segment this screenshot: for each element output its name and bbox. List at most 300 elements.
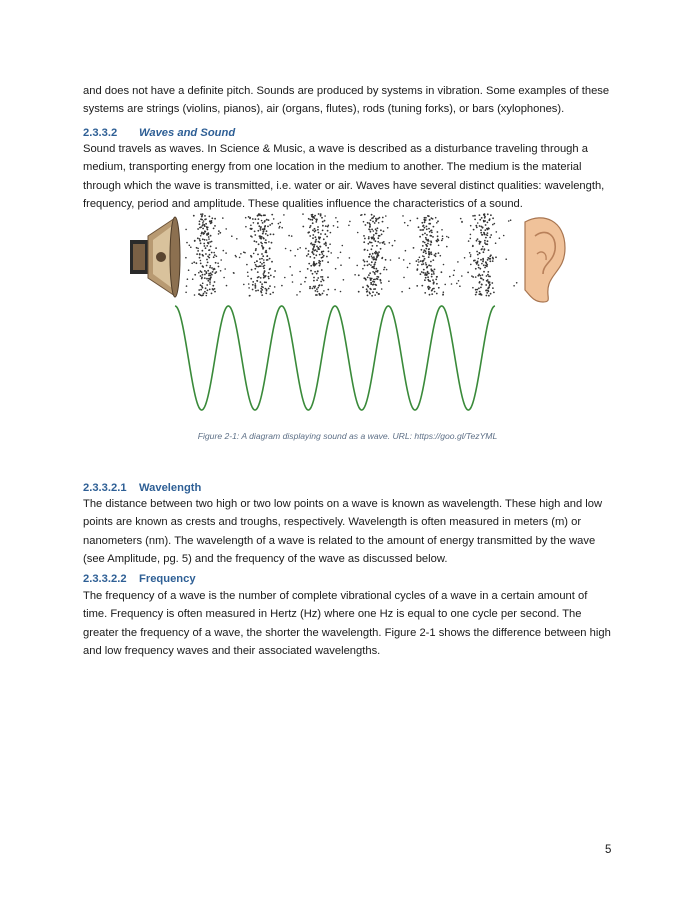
particle-dot (367, 264, 369, 266)
particle-dot (279, 226, 281, 228)
particle-dot (206, 284, 208, 286)
particle-dot (469, 252, 471, 254)
speaker-icon (130, 217, 180, 297)
particle-dot (259, 235, 261, 237)
particle-dot (372, 271, 374, 273)
particle-dot (254, 231, 256, 233)
particle-dot (190, 246, 192, 248)
particle-dot (342, 245, 344, 247)
particle-dot (261, 292, 263, 294)
particle-dot (265, 250, 267, 252)
particle-dot (378, 255, 380, 257)
particle-dot (294, 255, 296, 257)
particle-dot (317, 226, 319, 228)
particle-dot (371, 214, 373, 216)
particle-dot (206, 265, 208, 267)
particle-dot (202, 250, 204, 252)
particle-dot (255, 218, 257, 220)
particle-dot (222, 217, 224, 219)
particle-dot (210, 276, 212, 278)
particle-dot (231, 235, 233, 237)
particle-dot (364, 238, 366, 240)
particle-dot (369, 254, 371, 256)
particle-dot (424, 217, 426, 219)
particle-dot (313, 263, 315, 265)
particle-dot (266, 252, 268, 254)
particle-dot (372, 291, 374, 293)
particle-dot (271, 223, 273, 225)
particle-dot (430, 251, 432, 253)
particle-dot (308, 263, 310, 265)
particle-dot (210, 246, 212, 248)
particle-dot (363, 277, 365, 279)
particle-dot (477, 275, 479, 277)
particle-dot (363, 259, 365, 261)
particle-dot (204, 291, 206, 293)
particle-dot (431, 232, 433, 234)
particle-dot (320, 213, 322, 215)
particle-dot (206, 272, 208, 274)
particle-dot (477, 222, 479, 224)
particle-dot (427, 279, 429, 281)
particle-dot (407, 267, 409, 269)
particle-dot (219, 232, 221, 234)
particle-dot (369, 292, 371, 294)
particle-dot (484, 248, 486, 250)
particle-dot (201, 233, 203, 235)
particle-dot (192, 278, 194, 280)
section-heading-frequency (83, 572, 196, 586)
particle-dot (481, 234, 483, 236)
particle-dot (199, 254, 201, 256)
particle-dot (482, 259, 484, 261)
particle-dot (362, 286, 364, 288)
particle-dot (214, 225, 216, 227)
particle-dot (264, 276, 266, 278)
particle-dot (477, 254, 479, 256)
particle-dot (443, 291, 445, 293)
particle-dot (424, 227, 426, 229)
particle-dot (247, 275, 249, 277)
particle-dot (262, 287, 264, 289)
particle-dot (367, 243, 369, 245)
particle-dot (267, 235, 269, 237)
particle-dot (492, 224, 494, 226)
particle-dot (470, 264, 472, 266)
figure-caption: Figure 2-1: A diagram displaying sound as a wave. URL: https://goo.gl/TezYML (197, 431, 498, 441)
particle-dot (383, 230, 385, 232)
particle-dot (197, 248, 199, 250)
particle-dot (200, 263, 202, 265)
particle-dot (427, 243, 429, 245)
particle-dot (283, 214, 285, 216)
particle-dot (235, 255, 237, 257)
particle-dot (264, 242, 266, 244)
particle-dot (209, 283, 211, 285)
particle-dot (476, 289, 478, 291)
particle-dot (456, 283, 458, 285)
particle-dot (489, 237, 491, 239)
particle-dot (319, 265, 321, 267)
particle-dot (215, 262, 217, 264)
particle-dot (513, 285, 515, 287)
particle-dot (421, 271, 423, 273)
particle-dot (435, 217, 437, 219)
particle-dot (216, 256, 218, 258)
particle-dot (424, 272, 426, 274)
particle-dot (204, 245, 206, 247)
section-title: Waves and Sound (139, 127, 236, 139)
particle-dot (305, 248, 307, 250)
particle-dot (371, 261, 373, 263)
particle-dot (318, 232, 320, 234)
particle-dot (214, 288, 216, 290)
particle-dot (472, 215, 474, 217)
particle-dot (480, 259, 482, 261)
particle-dot (327, 276, 329, 278)
particle-dot (271, 214, 273, 216)
particle-dot (435, 255, 437, 257)
particle-dot (380, 229, 382, 231)
particle-dot (510, 219, 512, 221)
particle-dot (492, 217, 494, 219)
particle-dot (310, 219, 312, 221)
particle-dot (278, 223, 280, 225)
particle-dot (309, 256, 311, 258)
particle-dot (269, 224, 271, 226)
particle-dot (260, 229, 262, 231)
particle-dot (307, 268, 309, 270)
particle-dot (202, 274, 204, 276)
particle-dot (377, 237, 379, 239)
particle-dot (367, 250, 369, 252)
particle-dot (423, 225, 425, 227)
particle-dot (474, 219, 476, 221)
particle-dot (255, 283, 257, 285)
particle-dot (327, 289, 329, 291)
particle-dot (204, 277, 206, 279)
particle-dot (209, 241, 211, 243)
particle-dot (425, 277, 427, 279)
particle-dot (196, 247, 198, 249)
particle-dot (368, 263, 370, 265)
particle-dot (256, 266, 258, 268)
particle-dot (186, 242, 188, 244)
particle-dot (264, 228, 266, 230)
particle-dot (265, 233, 267, 235)
particle-dot (208, 236, 210, 238)
particle-dot (425, 248, 427, 250)
particle-dot (312, 252, 314, 254)
particle-dot (479, 214, 481, 216)
particle-dot (379, 217, 381, 219)
particle-dot (421, 222, 423, 224)
particle-dot (446, 246, 448, 248)
particle-dot (323, 255, 325, 257)
waves-and-sound-paragraph: Sound travels as waves. In Science & Music, a wave is described as a disturbance traveling through a medium, transporting energy from one location in the medium to another. The medium is the material through which the wave is transmitted, i.e. water or air. Waves have several distinct qualities: wavelength, frequency, period and amplitude. These qualities influence the characteristics of a sound. (83, 143, 605, 210)
particle-dot (496, 231, 498, 233)
particle-dot (247, 272, 249, 274)
particle-dot (432, 270, 434, 272)
particle-dot (386, 269, 388, 271)
particle-dot (479, 291, 481, 293)
particle-dot (266, 255, 268, 257)
particle-dot (484, 240, 486, 242)
particle-dot (388, 280, 390, 282)
particle-dot (428, 228, 430, 230)
particle-dot (375, 268, 377, 270)
particle-dot (483, 251, 485, 253)
particle-dot (480, 241, 482, 243)
particle-dot (370, 264, 372, 266)
particle-dot (311, 214, 313, 216)
particle-dot (354, 274, 356, 276)
particle-dot (204, 274, 206, 276)
particle-dot (248, 216, 250, 218)
particle-dot (312, 229, 314, 231)
particle-dot (239, 257, 241, 259)
particle-dot (268, 276, 270, 278)
particle-dot (226, 285, 228, 287)
particle-dot (475, 262, 477, 264)
particle-dot (437, 235, 439, 237)
particle-dot (429, 231, 431, 233)
particle-dot (438, 245, 440, 247)
particle-dot (199, 227, 201, 229)
particle-dot (428, 289, 430, 291)
particle-dot (265, 282, 267, 284)
particle-dot (328, 251, 330, 253)
sound-wave-diagram (125, 210, 570, 420)
particle-dot (428, 215, 430, 217)
particle-dot (204, 231, 206, 233)
particle-dot (248, 283, 250, 285)
particle-dot (476, 240, 478, 242)
particle-dot (477, 238, 479, 240)
particle-dot (487, 232, 489, 234)
particle-dot (424, 233, 426, 235)
particle-dot (485, 224, 487, 226)
particle-dot (480, 293, 482, 295)
particle-dot (409, 288, 411, 290)
particle-dot (424, 279, 426, 281)
particle-dot (431, 253, 433, 255)
particle-dot (461, 275, 463, 277)
particle-dot (261, 263, 263, 265)
particle-dot (479, 282, 481, 284)
particle-dot (191, 263, 193, 265)
particle-dot (487, 271, 489, 273)
particle-dot (209, 216, 211, 218)
particle-dot (261, 220, 263, 222)
particle-dot (263, 215, 265, 217)
particle-dot (204, 225, 206, 227)
particle-dot (431, 290, 433, 292)
particle-dot (316, 294, 318, 296)
particle-dot (488, 228, 490, 230)
particle-dot (252, 284, 254, 286)
particle-dot (481, 217, 483, 219)
particle-dot (403, 277, 405, 279)
particle-dot (263, 259, 265, 261)
particle-dot (376, 252, 378, 254)
particle-dot (487, 290, 489, 292)
particle-dot (208, 257, 210, 259)
particle-dot (403, 259, 405, 261)
particle-dot (252, 218, 254, 220)
particle-dot (318, 213, 320, 215)
particle-dot (262, 222, 264, 224)
particle-dot (320, 281, 322, 283)
particle-dot (212, 285, 214, 287)
particle-dot (213, 252, 215, 254)
particle-dot (214, 291, 216, 293)
particle-dot (486, 295, 488, 297)
particle-dot (255, 249, 257, 251)
particle-dot (322, 256, 324, 258)
particle-dot (261, 236, 263, 238)
particle-dot (285, 248, 287, 250)
particle-dot (364, 214, 366, 216)
particle-dot (369, 225, 371, 227)
particle-dot (358, 274, 360, 276)
particle-dot (266, 219, 268, 221)
wavelength-paragraph: The distance between two high or two low points on a wave is known as wavelength. These high and low points are known as crests and troughs, respectively. Wavelength is often measured in meters (m) or nanometers (nm). The wavelength of a wave is related to the amount of energy transmitted by the wave (see Amplitude, pg. 5) and the frequency of the wave as discussed below. (83, 498, 603, 565)
particle-dot (316, 220, 318, 222)
particle-dot (311, 216, 313, 218)
particle-dot (479, 243, 481, 245)
particle-dot (256, 260, 258, 262)
particle-dot (204, 215, 206, 217)
particle-dot (432, 288, 434, 290)
particle-dot (369, 277, 371, 279)
particle-dot (254, 240, 256, 242)
particle-dot (423, 269, 425, 271)
particle-dot (427, 276, 429, 278)
particle-dot (312, 273, 314, 275)
particle-dot (208, 249, 210, 251)
particle-dot (261, 243, 263, 245)
page-number: 5 (605, 844, 612, 856)
particle-dot (427, 286, 429, 288)
particle-dot (481, 248, 483, 250)
section-title: Frequency (139, 573, 196, 585)
particle-dot (433, 226, 435, 228)
particle-dot (194, 240, 196, 242)
particle-dot (366, 261, 368, 263)
particle-dot (210, 235, 212, 237)
particle-dot (457, 261, 459, 263)
particle-dot (258, 243, 260, 245)
particle-dot (441, 229, 443, 231)
particle-dot (380, 248, 382, 250)
particle-dot (217, 262, 219, 264)
particle-dot (199, 221, 201, 223)
particle-dot (206, 292, 208, 294)
particle-dot (209, 279, 211, 281)
particle-dot (372, 236, 374, 238)
particle-dot (371, 295, 373, 297)
particle-dot (209, 281, 211, 283)
particle-dot (327, 261, 329, 263)
particle-dot (487, 213, 489, 215)
particle-dot (470, 238, 472, 240)
particle-dot (374, 222, 376, 224)
particle-dot (484, 220, 486, 222)
particle-dot (334, 289, 336, 291)
particle-dot (479, 219, 481, 221)
particle-dot (489, 260, 491, 262)
particle-dot (199, 257, 201, 259)
particle-dot (255, 290, 257, 292)
particle-dot (371, 237, 373, 239)
particle-dot (269, 258, 271, 260)
particle-dot (378, 293, 380, 295)
particle-dot (488, 249, 490, 251)
particle-dot (214, 218, 216, 220)
particle-dot (199, 238, 201, 240)
particle-dot (374, 294, 376, 296)
particle-dot (459, 285, 461, 287)
particle-dot (326, 294, 328, 296)
particle-dot (193, 215, 195, 217)
particle-dot (368, 236, 370, 238)
particle-dot (208, 238, 210, 240)
particle-dot (431, 293, 433, 295)
particle-dot (207, 280, 209, 282)
particle-dot (460, 218, 462, 220)
particle-dot (371, 257, 373, 259)
particle-dot (313, 246, 315, 248)
particle-dot (492, 287, 494, 289)
particle-dot (476, 251, 478, 253)
particle-dot (292, 281, 294, 283)
particle-dot (261, 253, 263, 255)
particle-dot (327, 230, 329, 232)
particle-dot (268, 241, 270, 243)
particle-dot (253, 222, 255, 224)
particle-dot (348, 225, 350, 227)
particle-dot (260, 262, 262, 264)
particle-dot (380, 280, 382, 282)
particle-dot (264, 220, 266, 222)
particle-dot (337, 221, 339, 223)
particle-dot (321, 269, 323, 271)
particle-dot (375, 218, 377, 220)
particle-dot (206, 295, 208, 297)
particle-dot (371, 229, 373, 231)
particle-dot (200, 275, 202, 277)
particle-dot (340, 252, 342, 254)
particle-dot (262, 231, 264, 233)
particle-dot (250, 278, 252, 280)
particle-dot (262, 248, 264, 250)
particle-dot (261, 283, 263, 285)
particle-dot (433, 282, 435, 284)
air-particles (185, 213, 517, 297)
particle-dot (442, 294, 444, 296)
particle-dot (316, 246, 318, 248)
particle-dot (337, 257, 339, 259)
particle-dot (189, 245, 191, 247)
particle-dot (309, 286, 311, 288)
particle-dot (325, 225, 327, 227)
particle-dot (318, 241, 320, 243)
particle-dot (302, 213, 304, 215)
particle-dot (373, 266, 375, 268)
particle-dot (448, 237, 450, 239)
particle-dot (193, 261, 195, 263)
